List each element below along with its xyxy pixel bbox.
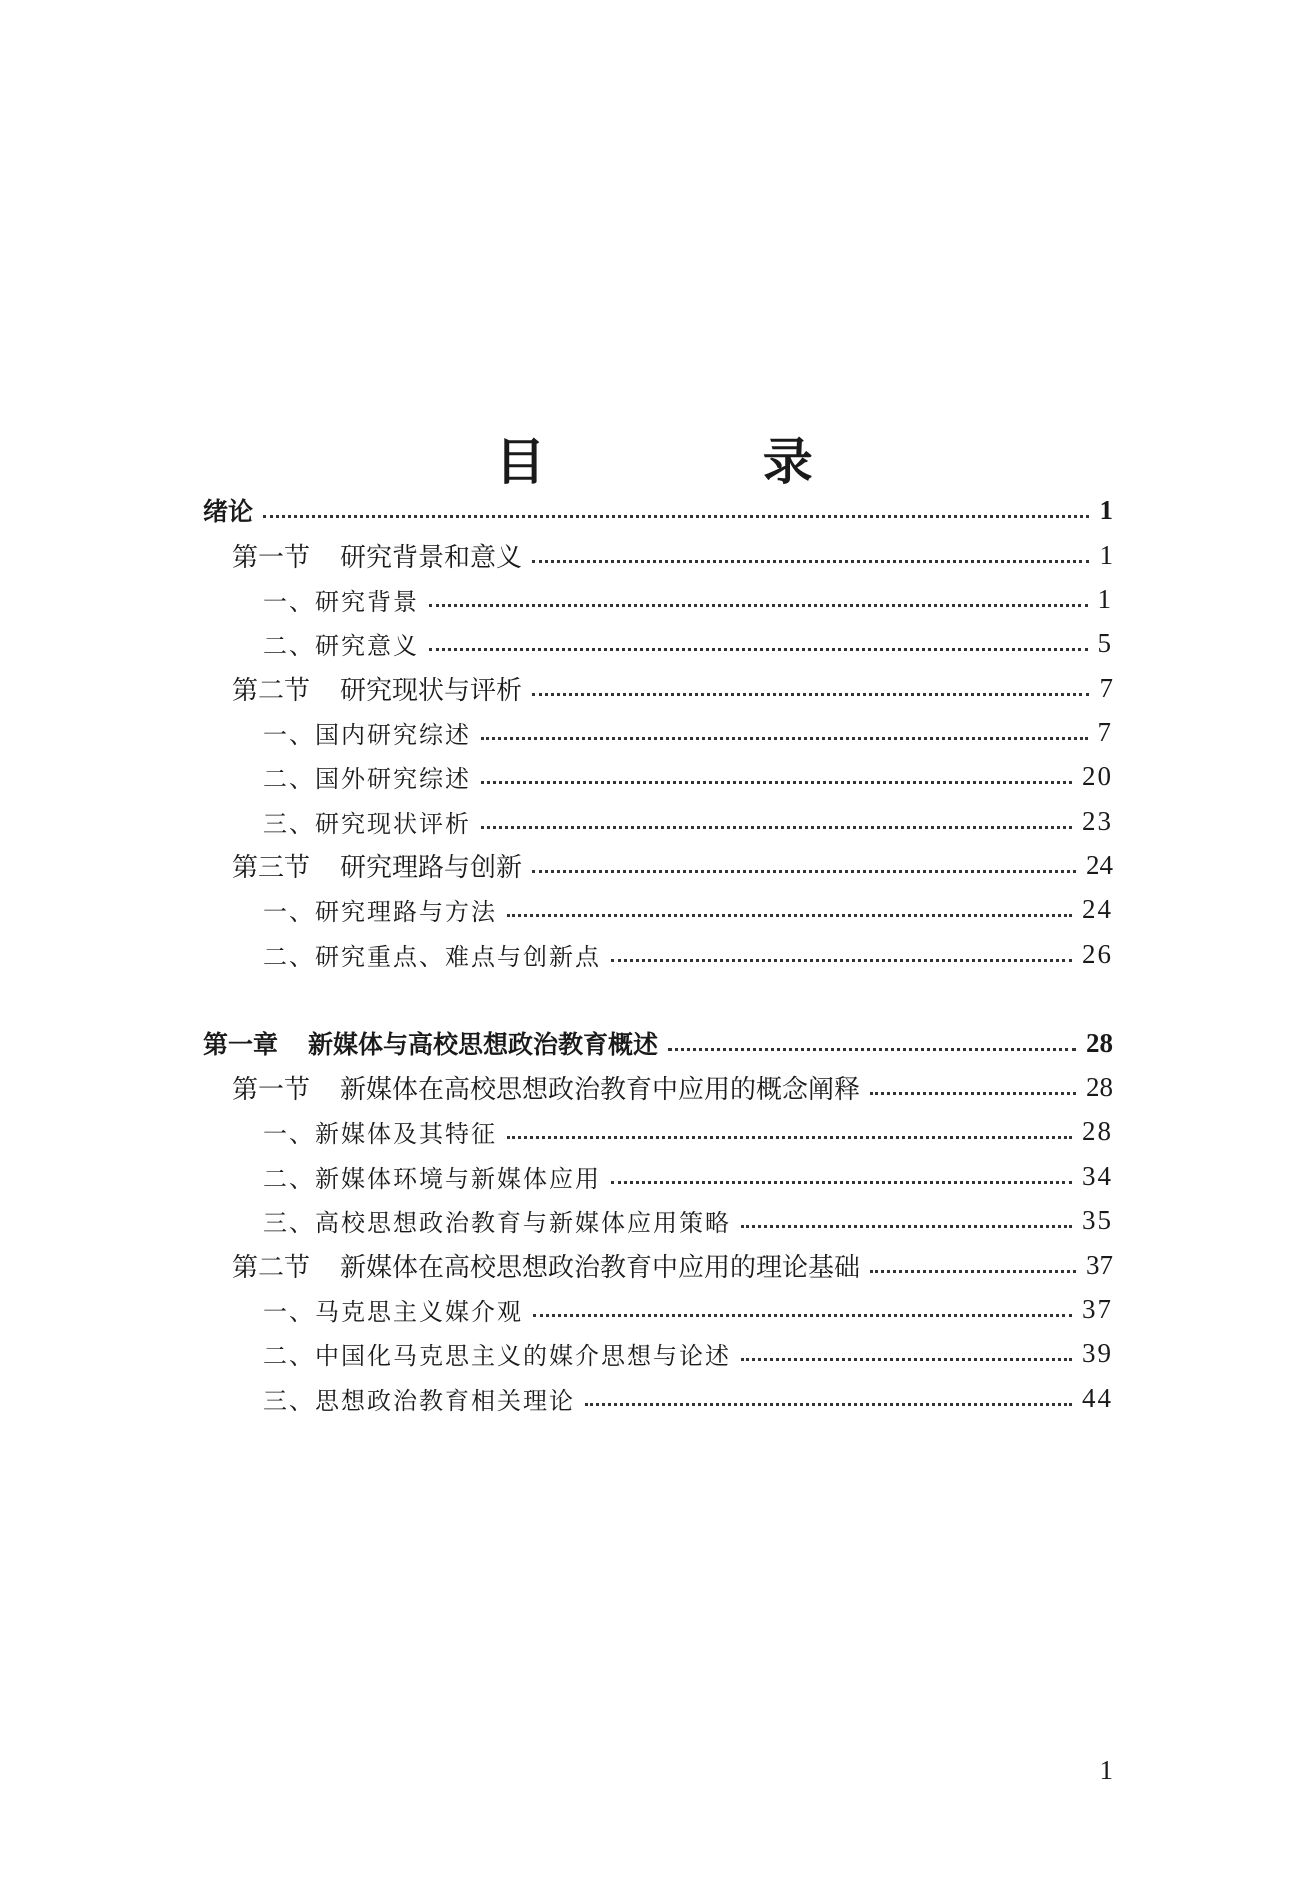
toc-entry-label — [203, 1025, 658, 1061]
toc-entry-number: 第一章 — [203, 1030, 279, 1059]
toc-entry-page: 1 — [1097, 583, 1113, 614]
toc-entry-subsection[interactable] — [263, 934, 1113, 974]
toc-entry-page: 34 — [1082, 1160, 1113, 1191]
dot-leader — [507, 914, 1072, 917]
dot-leader — [481, 826, 1072, 829]
dot-leader — [533, 1314, 1072, 1317]
dot-leader — [870, 1092, 1076, 1095]
toc-entry-page: 24 — [1082, 893, 1113, 924]
toc-entry-number: 第二节 — [232, 675, 311, 706]
toc-entry-number: 第一节 — [232, 1074, 311, 1105]
dot-leader — [481, 781, 1072, 784]
toc-entry-section[interactable] — [232, 668, 1113, 708]
toc-entry-subsection[interactable] — [263, 1378, 1113, 1418]
toc-entry-subsection[interactable] — [263, 1156, 1113, 1196]
toc-entry-label — [232, 847, 522, 884]
toc-entry-intro[interactable] — [203, 490, 1113, 530]
toc-entry-label: 绪论 — [203, 497, 254, 526]
toc-entry-text: 研究理路与创新 — [340, 852, 523, 883]
toc-entry-label: 一、国内研究综述 — [263, 720, 471, 749]
dot-leader — [741, 1225, 1072, 1228]
dot-leader — [585, 1403, 1072, 1406]
toc-entry-page: 7 — [1099, 672, 1113, 703]
toc-entry-label: 三、研究现状评析 — [263, 809, 471, 838]
toc-entry-page: 39 — [1082, 1337, 1113, 1368]
toc-entry-label — [232, 537, 522, 574]
toc-entry-subsection[interactable] — [263, 756, 1113, 796]
dot-leader — [611, 959, 1072, 962]
toc-entry-page: 28 — [1086, 1071, 1113, 1102]
toc-entry-page: 26 — [1082, 938, 1113, 969]
toc-entry-section[interactable] — [232, 845, 1113, 885]
toc-entry-page: 1 — [1099, 494, 1113, 525]
toc-entry-page: 44 — [1082, 1382, 1113, 1413]
toc-entry-page: 28 — [1086, 1027, 1113, 1058]
toc-entry-text: 新媒体与高校思想政治教育概述 — [308, 1030, 659, 1059]
toc-entry-page: 24 — [1086, 849, 1113, 880]
dot-leader — [481, 737, 1088, 740]
toc-entry-number: 第一节 — [232, 542, 311, 573]
dot-leader — [532, 870, 1076, 873]
toc-entry-label — [232, 670, 522, 707]
toc-entry-subsection[interactable] — [263, 712, 1113, 752]
page-title: 目 录 — [495, 432, 913, 491]
toc-entry-text: 新媒体在高校思想政治教育中应用的理论基础 — [340, 1252, 861, 1283]
toc-entry-label: 二、新媒体环境与新媒体应用 — [263, 1164, 601, 1193]
toc-entry-page: 37 — [1082, 1293, 1113, 1324]
toc-entry-label: 三、高校思想政治教育与新媒体应用策略 — [263, 1208, 731, 1237]
toc-entry-page: 23 — [1082, 805, 1113, 836]
toc-entry-label — [232, 1069, 860, 1106]
dot-leader — [532, 560, 1089, 563]
dot-leader — [263, 515, 1089, 518]
dot-leader — [507, 1136, 1072, 1139]
toc-entry-text: 研究背景和意义 — [340, 542, 523, 573]
toc-entry-label: 一、研究背景 — [263, 587, 419, 616]
dot-leader — [429, 604, 1088, 607]
toc-entry-text: 新媒体在高校思想政治教育中应用的概念阐释 — [340, 1074, 861, 1105]
toc-entry-page: 37 — [1086, 1249, 1113, 1280]
dot-leader — [532, 693, 1089, 696]
toc-entry-page: 28 — [1082, 1115, 1113, 1146]
toc-entry-subsection[interactable] — [263, 889, 1113, 929]
toc-entry-page: 1 — [1099, 539, 1113, 570]
toc-entry-label: 一、研究理路与方法 — [263, 897, 497, 926]
dot-leader — [741, 1358, 1072, 1361]
toc-entry-label: 二、研究意义 — [263, 631, 419, 660]
toc-entry-section[interactable] — [232, 1245, 1113, 1285]
dot-leader — [429, 648, 1088, 651]
toc-entry-section[interactable] — [232, 535, 1113, 575]
toc-entry-label: 二、中国化马克思主义的媒介思想与论述 — [263, 1341, 731, 1370]
page-number: 1 — [1099, 1755, 1113, 1785]
toc-entry-page: 35 — [1082, 1204, 1113, 1235]
toc-entry-label: 三、思想政治教育相关理论 — [263, 1386, 575, 1415]
toc-entry-subsection[interactable] — [263, 1200, 1113, 1240]
toc-entry-subsection[interactable] — [263, 1289, 1113, 1329]
dot-leader — [870, 1270, 1076, 1273]
toc-entry-number: 第三节 — [232, 852, 311, 883]
dot-leader — [611, 1181, 1072, 1184]
toc-entry-text: 研究现状与评析 — [340, 675, 523, 706]
toc-entry-subsection[interactable] — [263, 1111, 1113, 1151]
toc-entry-label: 二、研究重点、难点与创新点 — [263, 942, 601, 971]
toc-entry-number: 第二节 — [232, 1252, 311, 1283]
toc-entry-chapter[interactable] — [203, 1023, 1113, 1063]
toc-entry-subsection[interactable] — [263, 579, 1113, 619]
toc-entry-subsection[interactable] — [263, 623, 1113, 663]
toc-entry-label: 二、国外研究综述 — [263, 764, 471, 793]
toc-entry-label — [232, 1247, 860, 1284]
toc-entry-page: 20 — [1082, 760, 1113, 791]
dot-leader — [668, 1048, 1076, 1051]
toc-entry-subsection[interactable] — [263, 801, 1113, 841]
toc-entry-label: 一、新媒体及其特征 — [263, 1119, 497, 1148]
toc-entry-page: 5 — [1097, 627, 1113, 658]
toc-entry-section[interactable] — [232, 1067, 1113, 1107]
toc-entry-label: 一、马克思主义媒介观 — [263, 1297, 523, 1326]
toc-entry-page: 7 — [1097, 716, 1113, 747]
toc-entry-subsection[interactable] — [263, 1333, 1113, 1373]
